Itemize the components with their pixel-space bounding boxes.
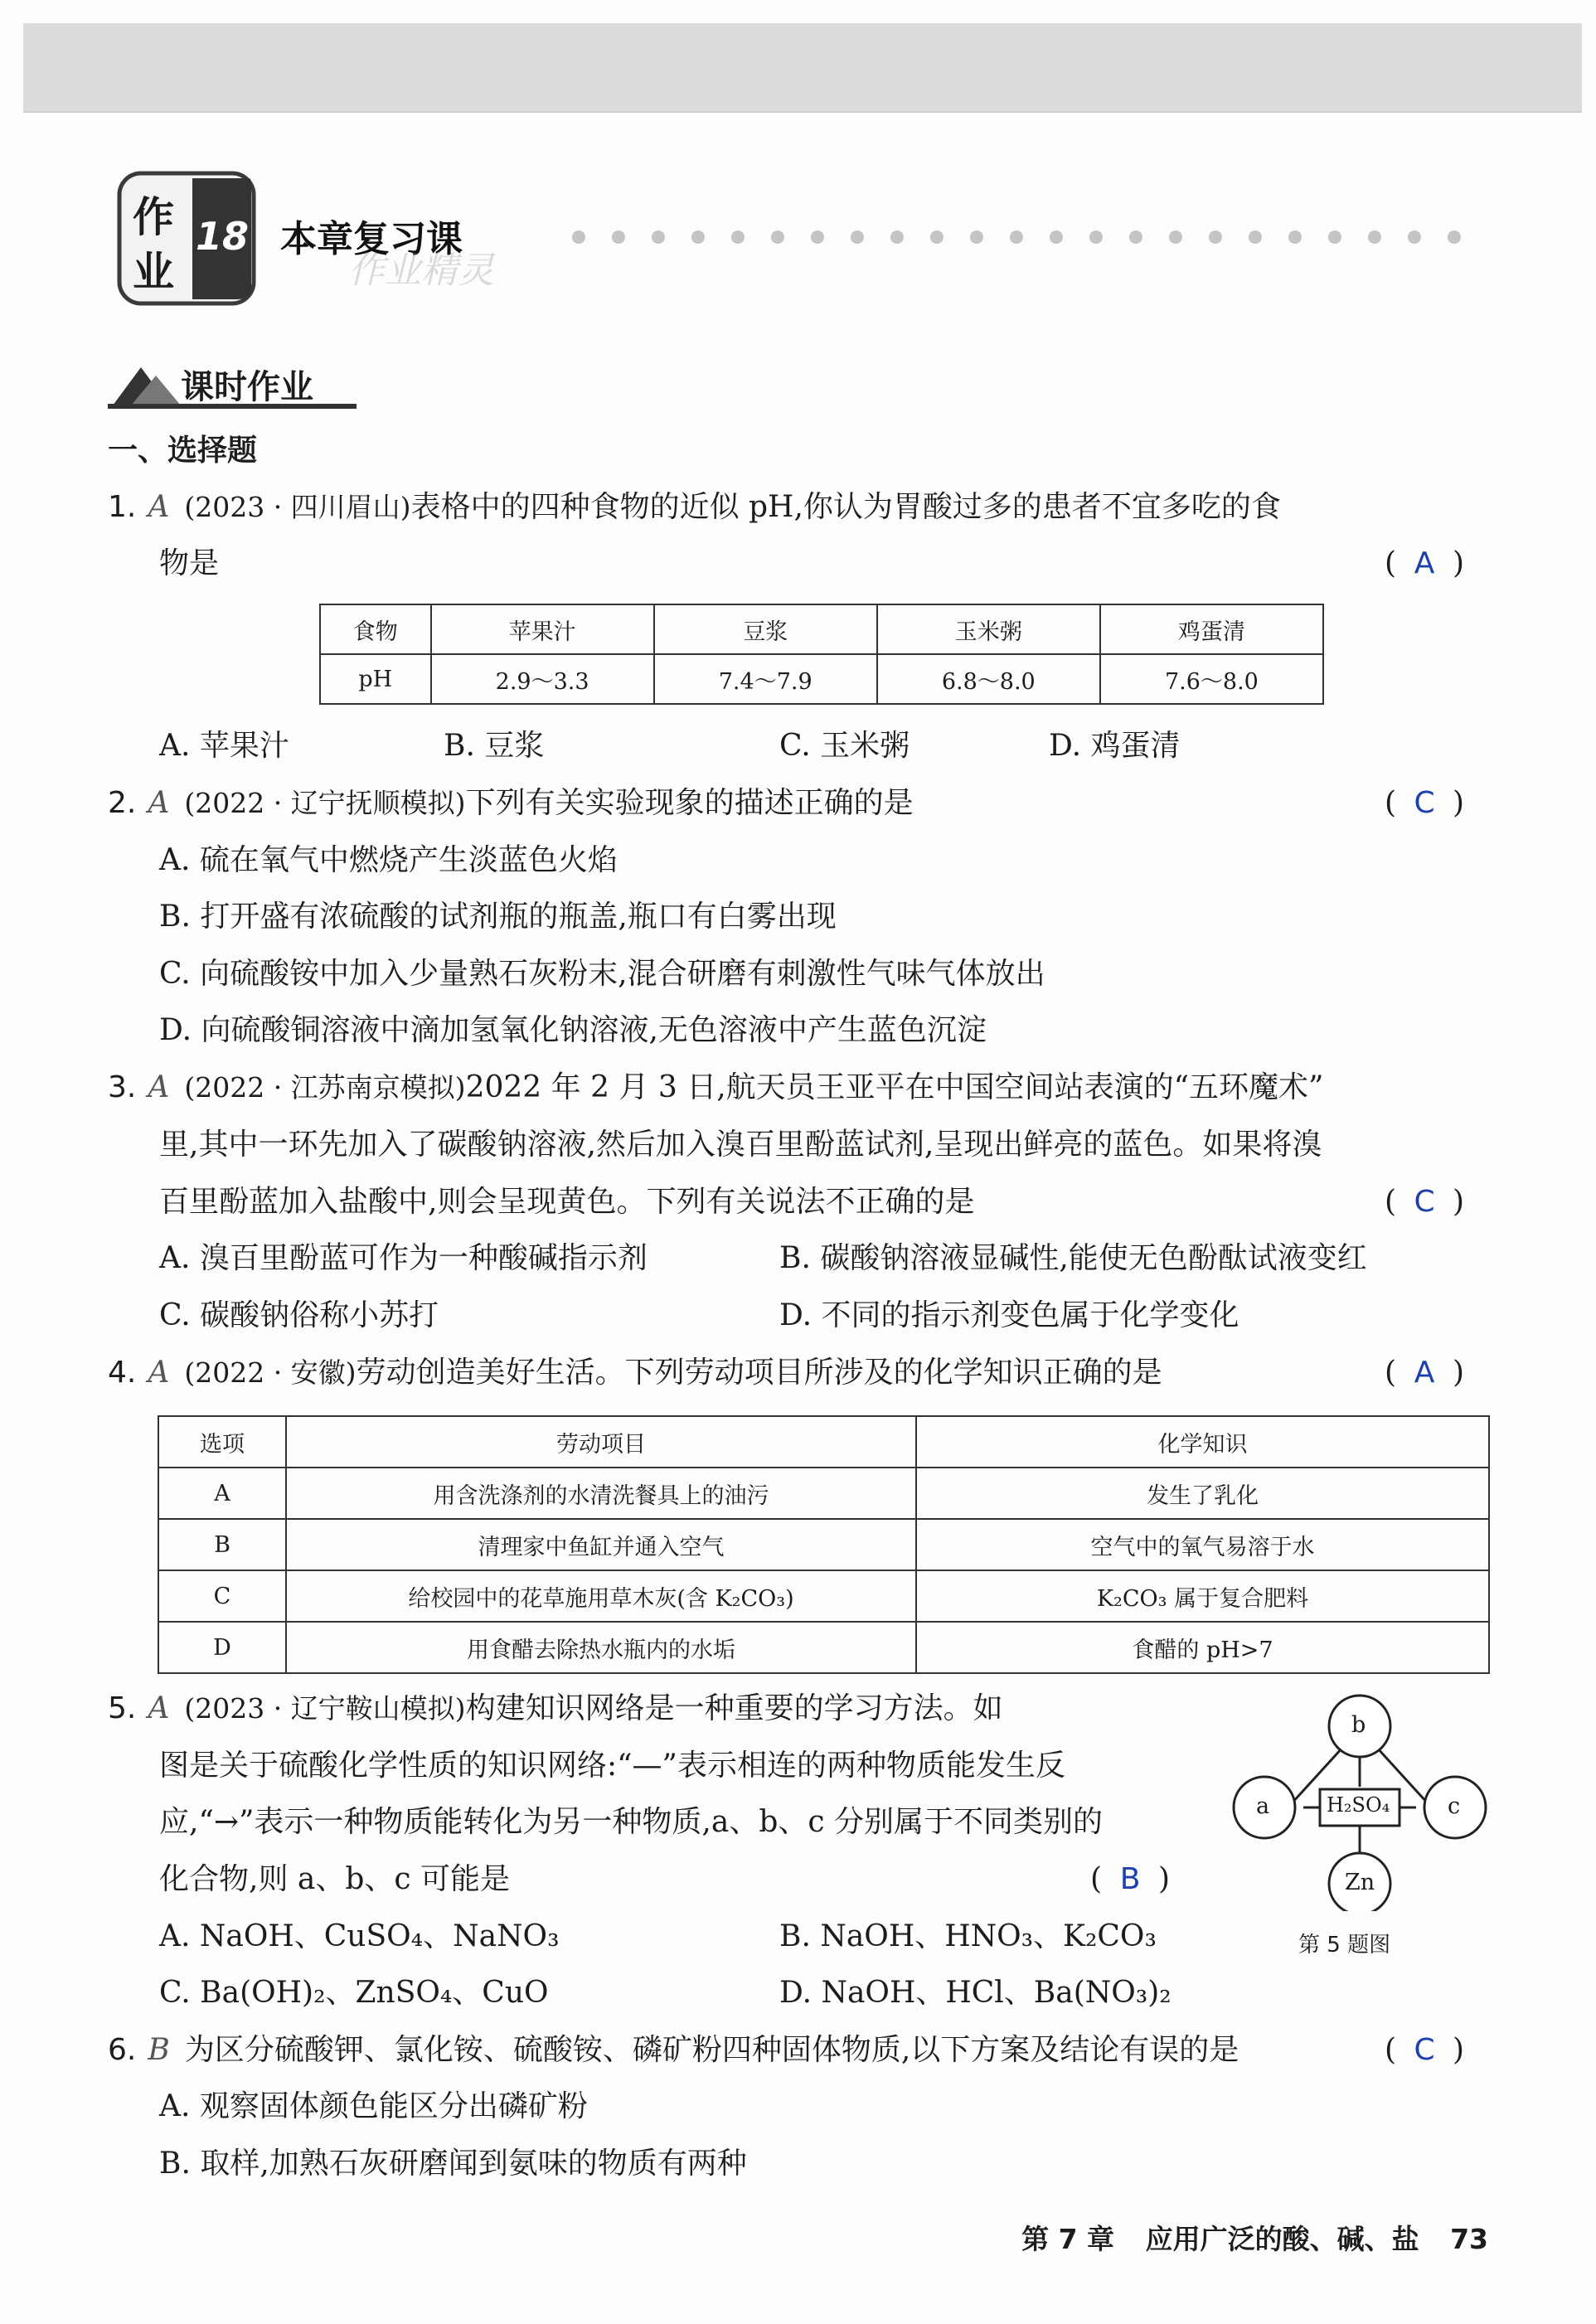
question-5-answer: ( B ): [1090, 1862, 1171, 1896]
question-1-option-b: B. 豆浆: [444, 729, 545, 763]
table-cell: D: [158, 1622, 286, 1673]
page-number: 73: [1450, 2223, 1488, 2255]
question-2-line-1: 2. A (2022 · 辽宁抚顺模拟)下列有关实验现象的描述正确的是: [108, 786, 914, 820]
footer-chapter-title: 应用广泛的酸、碱、盐: [1145, 2223, 1419, 2255]
table-cell: 2.9～3.3: [431, 654, 654, 704]
question-6-answer: ( C ): [1385, 2033, 1465, 2067]
part-title: 一、选择题: [108, 434, 258, 468]
table-cell: 7.6～8.0: [1100, 654, 1323, 704]
watermark: 作业精灵: [348, 250, 494, 292]
question-2-option-d: D. 向硫酸铜溶液中滴加氢氧化钠溶液,无色溶液中产生蓝色沉淀: [159, 1013, 987, 1047]
diagram-caption: 第 5 题图: [1298, 1933, 1391, 1958]
question-4-line-1: 4. A (2022 · 安徽)劳动创造美好生活。下列劳动项目所涉及的化学知识正确的是: [108, 1356, 1162, 1390]
table-header-cell: 化学知识: [916, 1416, 1489, 1468]
question-5-line-3: 应,“→”表示一种物质能转化为另一种物质,a、b、c 分别属于不同类别的: [159, 1805, 1103, 1839]
table-cell: 发生了乳化: [916, 1468, 1489, 1519]
question-5-option-c: C. Ba(OH)₂、ZnSO₄、CuO: [159, 1976, 549, 2010]
table-cell: 鸡蛋清: [1100, 604, 1323, 654]
section-header: [108, 352, 357, 410]
table-cell: 6.8～8.0: [877, 654, 1100, 704]
badge-number: 18: [196, 214, 250, 259]
table-cell: 用食醋去除热水瓶内的水垢: [286, 1622, 916, 1673]
badge-bottom-char: 业: [133, 248, 174, 296]
page-title: 本章复习课: [280, 218, 463, 260]
question-1-option-a: A. 苹果汁: [159, 729, 289, 763]
question-3-option-b: B. 碳酸钠溶液显碱性,能使无色酚酞试液变红: [779, 1241, 1367, 1275]
table-row: [320, 604, 1323, 654]
question-1-table: [319, 604, 1324, 705]
table-row: [158, 1519, 1489, 1570]
question-5-line-4: 化合物,则 a、b、c 可能是: [159, 1862, 511, 1896]
question-1-answer: ( A ): [1385, 546, 1465, 580]
table-row: [320, 654, 1323, 704]
table-cell: C: [158, 1570, 286, 1622]
table-cell: 清理家中鱼缸并通入空气: [286, 1519, 916, 1570]
question-2-option-c: C. 向硫酸铵中加入少量熟石灰粉末,混合研磨有刺激性气味气体放出: [159, 957, 1045, 991]
question-4-answer: ( A ): [1385, 1356, 1465, 1390]
question-5-line-2: 图是关于硫酸化学性质的知识网络:“—”表示相连的两种物质能发生反: [159, 1749, 1065, 1783]
question-6-option-b: B. 取样,加熟石灰研磨闻到氨味的物质有两种: [159, 2147, 747, 2181]
question-2-option-b: B. 打开盛有浓硫酸的试剂瓶的瓶盖,瓶口有白雾出现: [159, 900, 837, 934]
question-5-option-a: A. NaOH、CuSO₄、NaNO₃: [159, 1919, 560, 1953]
question-4-table: [158, 1415, 1490, 1674]
section-title: 课时作业: [181, 368, 313, 406]
table-cell: 给校园中的花草施用草木灰(含 K₂CO₃): [286, 1570, 916, 1622]
table-cell: 食物: [320, 604, 431, 654]
question-3-answer: ( C ): [1385, 1185, 1465, 1219]
table-cell: 7.4～7.9: [654, 654, 877, 704]
table-cell: 空气中的氧气易溶于水: [916, 1519, 1489, 1570]
diagram-label-c: c: [1448, 1793, 1461, 1819]
question-3-option-a: A. 溴百里酚蓝可作为一种酸碱指示剂: [159, 1241, 648, 1275]
table-cell: 食醋的 pH>7: [916, 1622, 1489, 1673]
question-3-line-2: 里,其中一环先加入了碳酸钠溶液,然后加入溴百里酚蓝试剂,呈现出鲜亮的蓝色。如果将溴: [159, 1128, 1322, 1162]
table-cell: 苹果汁: [431, 604, 654, 654]
scan-top-band: [23, 23, 1582, 113]
diagram-label-b: b: [1351, 1712, 1366, 1738]
question-5-line-1: 5. A (2023 · 辽宁鞍山模拟)构建知识网络是一种重要的学习方法。如: [108, 1691, 1003, 1725]
table-row: [158, 1570, 1489, 1622]
question-6-option-a: A. 观察固体颜色能区分出磷矿粉: [159, 2089, 588, 2123]
table-cell: A: [158, 1468, 286, 1519]
question-1-option-d: D. 鸡蛋清: [1049, 729, 1181, 763]
table-cell: 玉米粥: [877, 604, 1100, 654]
question-2-answer: ( C ): [1385, 786, 1465, 820]
diagram-label-h2so4: H₂SO₄: [1327, 1793, 1390, 1817]
diagram-label-zn: Zn: [1345, 1870, 1375, 1895]
question-2-option-a: A. 硫在氧气中燃烧产生淡蓝色火焰: [159, 843, 618, 877]
question-3-line-1: 3. A (2022 · 江苏南京模拟)2022 年 2 月 3 日,航天员王亚平在中国空间站表演的“五环魔术”: [108, 1070, 1324, 1104]
question-3-option-c: C. 碳酸钠俗称小苏打: [159, 1298, 439, 1332]
question-6-line-1: 6. B 为区分硫酸钾、氯化铵、硫酸铵、磷矿粉四种固体物质,以下方案及结论有误的是: [108, 2033, 1239, 2067]
question-1-option-c: C. 玉米粥: [779, 729, 910, 763]
question-1-line-1: 1. A (2023 · 四川眉山)表格中的四种食物的近似 pH,你认为胃酸过多的患者不宜多吃的食: [108, 490, 1281, 524]
table-cell: 豆浆: [654, 604, 877, 654]
question-5-option-d: D. NaOH、HCl、Ba(NO₃)₂: [779, 1976, 1172, 2010]
table-cell: K₂CO₃ 属于复合肥料: [916, 1570, 1489, 1622]
diagram-label-a: a: [1256, 1793, 1270, 1819]
question-5-diagram: [1219, 1687, 1501, 1957]
table-cell: 用含洗涤剂的水清洗餐具上的油污: [286, 1468, 916, 1519]
question-3-line-3: 百里酚蓝加入盐酸中,则会呈现黄色。下列有关说法不正确的是: [159, 1185, 975, 1219]
badge-top-char: 作: [133, 193, 174, 241]
table-cell: B: [158, 1519, 286, 1570]
table-row: [158, 1468, 1489, 1519]
table-cell: pH: [320, 654, 431, 704]
footer-chapter: 第 7 章: [1021, 2223, 1115, 2255]
table-header-cell: 选项: [158, 1416, 286, 1468]
table-row: [158, 1622, 1489, 1673]
page-footer: [1021, 2218, 1488, 2257]
decorative-dots: [572, 230, 1487, 247]
question-5-option-b: B. NaOH、HNO₃、K₂CO₃: [779, 1919, 1157, 1953]
question-3-option-d: D. 不同的指示剂变色属于化学变化: [779, 1298, 1239, 1332]
table-row: [158, 1416, 1489, 1468]
table-header-cell: 劳动项目: [286, 1416, 916, 1468]
question-1-line-2: 物是: [159, 546, 220, 580]
